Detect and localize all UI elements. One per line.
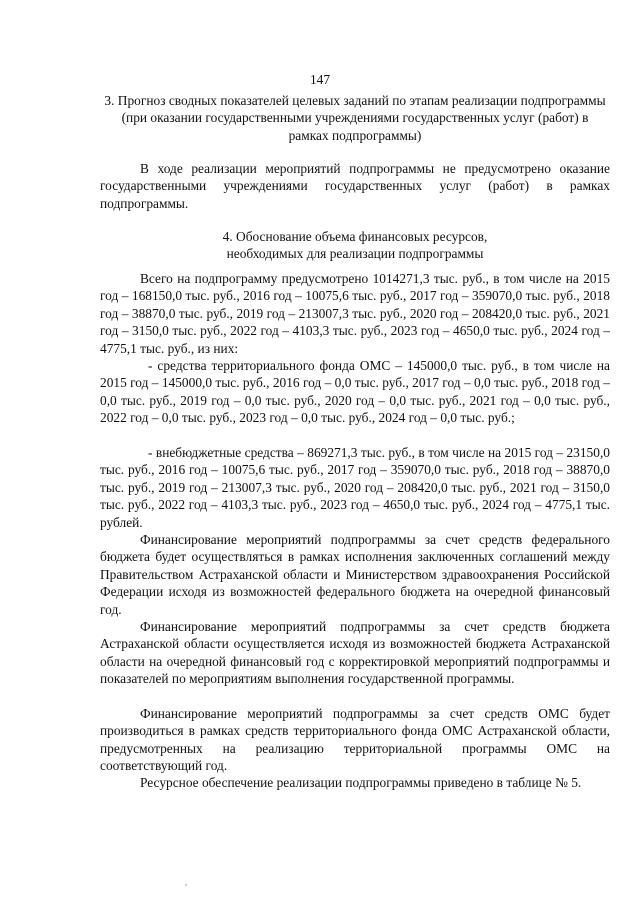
section-3-heading: 3. Прогноз сводных показателей целевых заданий по этапам реализации подпрограммы (при оказании государственными учреждениями государственных услуг (работ) в рамках подпрограммы) — [104, 93, 606, 143]
regional-funding-paragraph: Финансирование мероприятий подпрограммы за счет средств бюджета Астраханской области осуществляется исходя из возможностей бюджета Астраханской области на очередной финансовый год с корректировкой мероприятий подпрограммы и показателей по мероприятиям выполнения государственной программы. — [100, 619, 610, 687]
section-4-heading — [100, 228, 610, 263]
oms-funding-paragraph: Финансирование мероприятий подпрограммы за счет средств ОМС будет производиться в рамках средств территориального фонда ОМС Астраханской области, предусмотренных на реализацию территориальной программы ОМС на соответствующий год. — [100, 706, 610, 774]
resource-provision-paragraph: Ресурсное обеспечение реализации подпрограммы приведено в таблице № 5. — [140, 775, 582, 790]
section-3-text: В ходе реализации мероприятий подпрограммы не предусмотрено оказание государственными учреждениями государственных услуг (работ) в рамках подпрограммы. — [100, 161, 610, 211]
oms-fund-list-item: - средства территориального фонда ОМС – 145000,0 тыс. руб., в том числе на 2015 год – 145000,0 тыс. руб., 2016 год – 0,0 тыс. руб., 2017 год – 0,0 тыс. руб., 2018 год – 0,0 тыс. руб., 2019 год – 0,0 тыс. руб., 2020 год – 0,0 тыс. руб., 2021 год – 0,0 тыс. руб., 2022 год – 0,0 тыс. руб., 2023 год – 0,0 тыс. руб., 2024 год – 0,0 тыс. руб.; — [100, 358, 610, 426]
federal-funding-paragraph: Финансирование мероприятий подпрограммы за счет средств федерального бюджета будет осуществляться в рамках исполнения заключенных соглашений между Правительством Астраханской области и Министерством здравоохранения Российской Федерации исходя из возможностей федерального бюджета на очередной финансовый год. — [100, 532, 610, 617]
section-4-heading-line-1: 4. Обоснование объема финансовых ресурсов, — [222, 229, 488, 244]
scan-speck — [185, 884, 187, 886]
section-4-heading-line-2: необходимых для реализации подпрограммы — [226, 246, 484, 262]
page-number: 147 — [309, 72, 331, 87]
extrabudget-list-item: - внебюджетные средства – 869271,3 тыс. руб., в том числе на 2015 год – 23150,0 тыс. руб., 2016 год – 10075,6 тыс. руб., 2017 год – 359070,0 тыс. руб., 2018 год – 38870,0 тыс. руб., 2019 год – 213007,3 тыс. руб., 2020 год – 208420,0 тыс. руб., 2021 год – 3150,0 тыс. руб., 2022 год – 4103,3 тыс. руб., 2023 год – 4650,0 тыс. руб., 2024 год – 4775,1 тыс. рублей. — [100, 445, 610, 530]
total-funding-paragraph: Всего на подпрограмму предусмотрено 1014271,3 тыс. руб., в том числе на 2015 год – 168150,0 тыс. руб., 2016 год – 10075,6 тыс. руб., 2017 год – 359070,0 тыс. руб., 2018 год – 38870,0 тыс. руб., 2019 год – 213007,3 тыс. руб., 2020 год – 208420,0 тыс. руб., 2021 год – 3150,0 тыс. руб., 2022 год – 4103,3 тыс. руб., 2023 год – 4650,0 тыс. руб., 2024 год – 4775,1 тыс. руб., из них: — [100, 271, 610, 356]
